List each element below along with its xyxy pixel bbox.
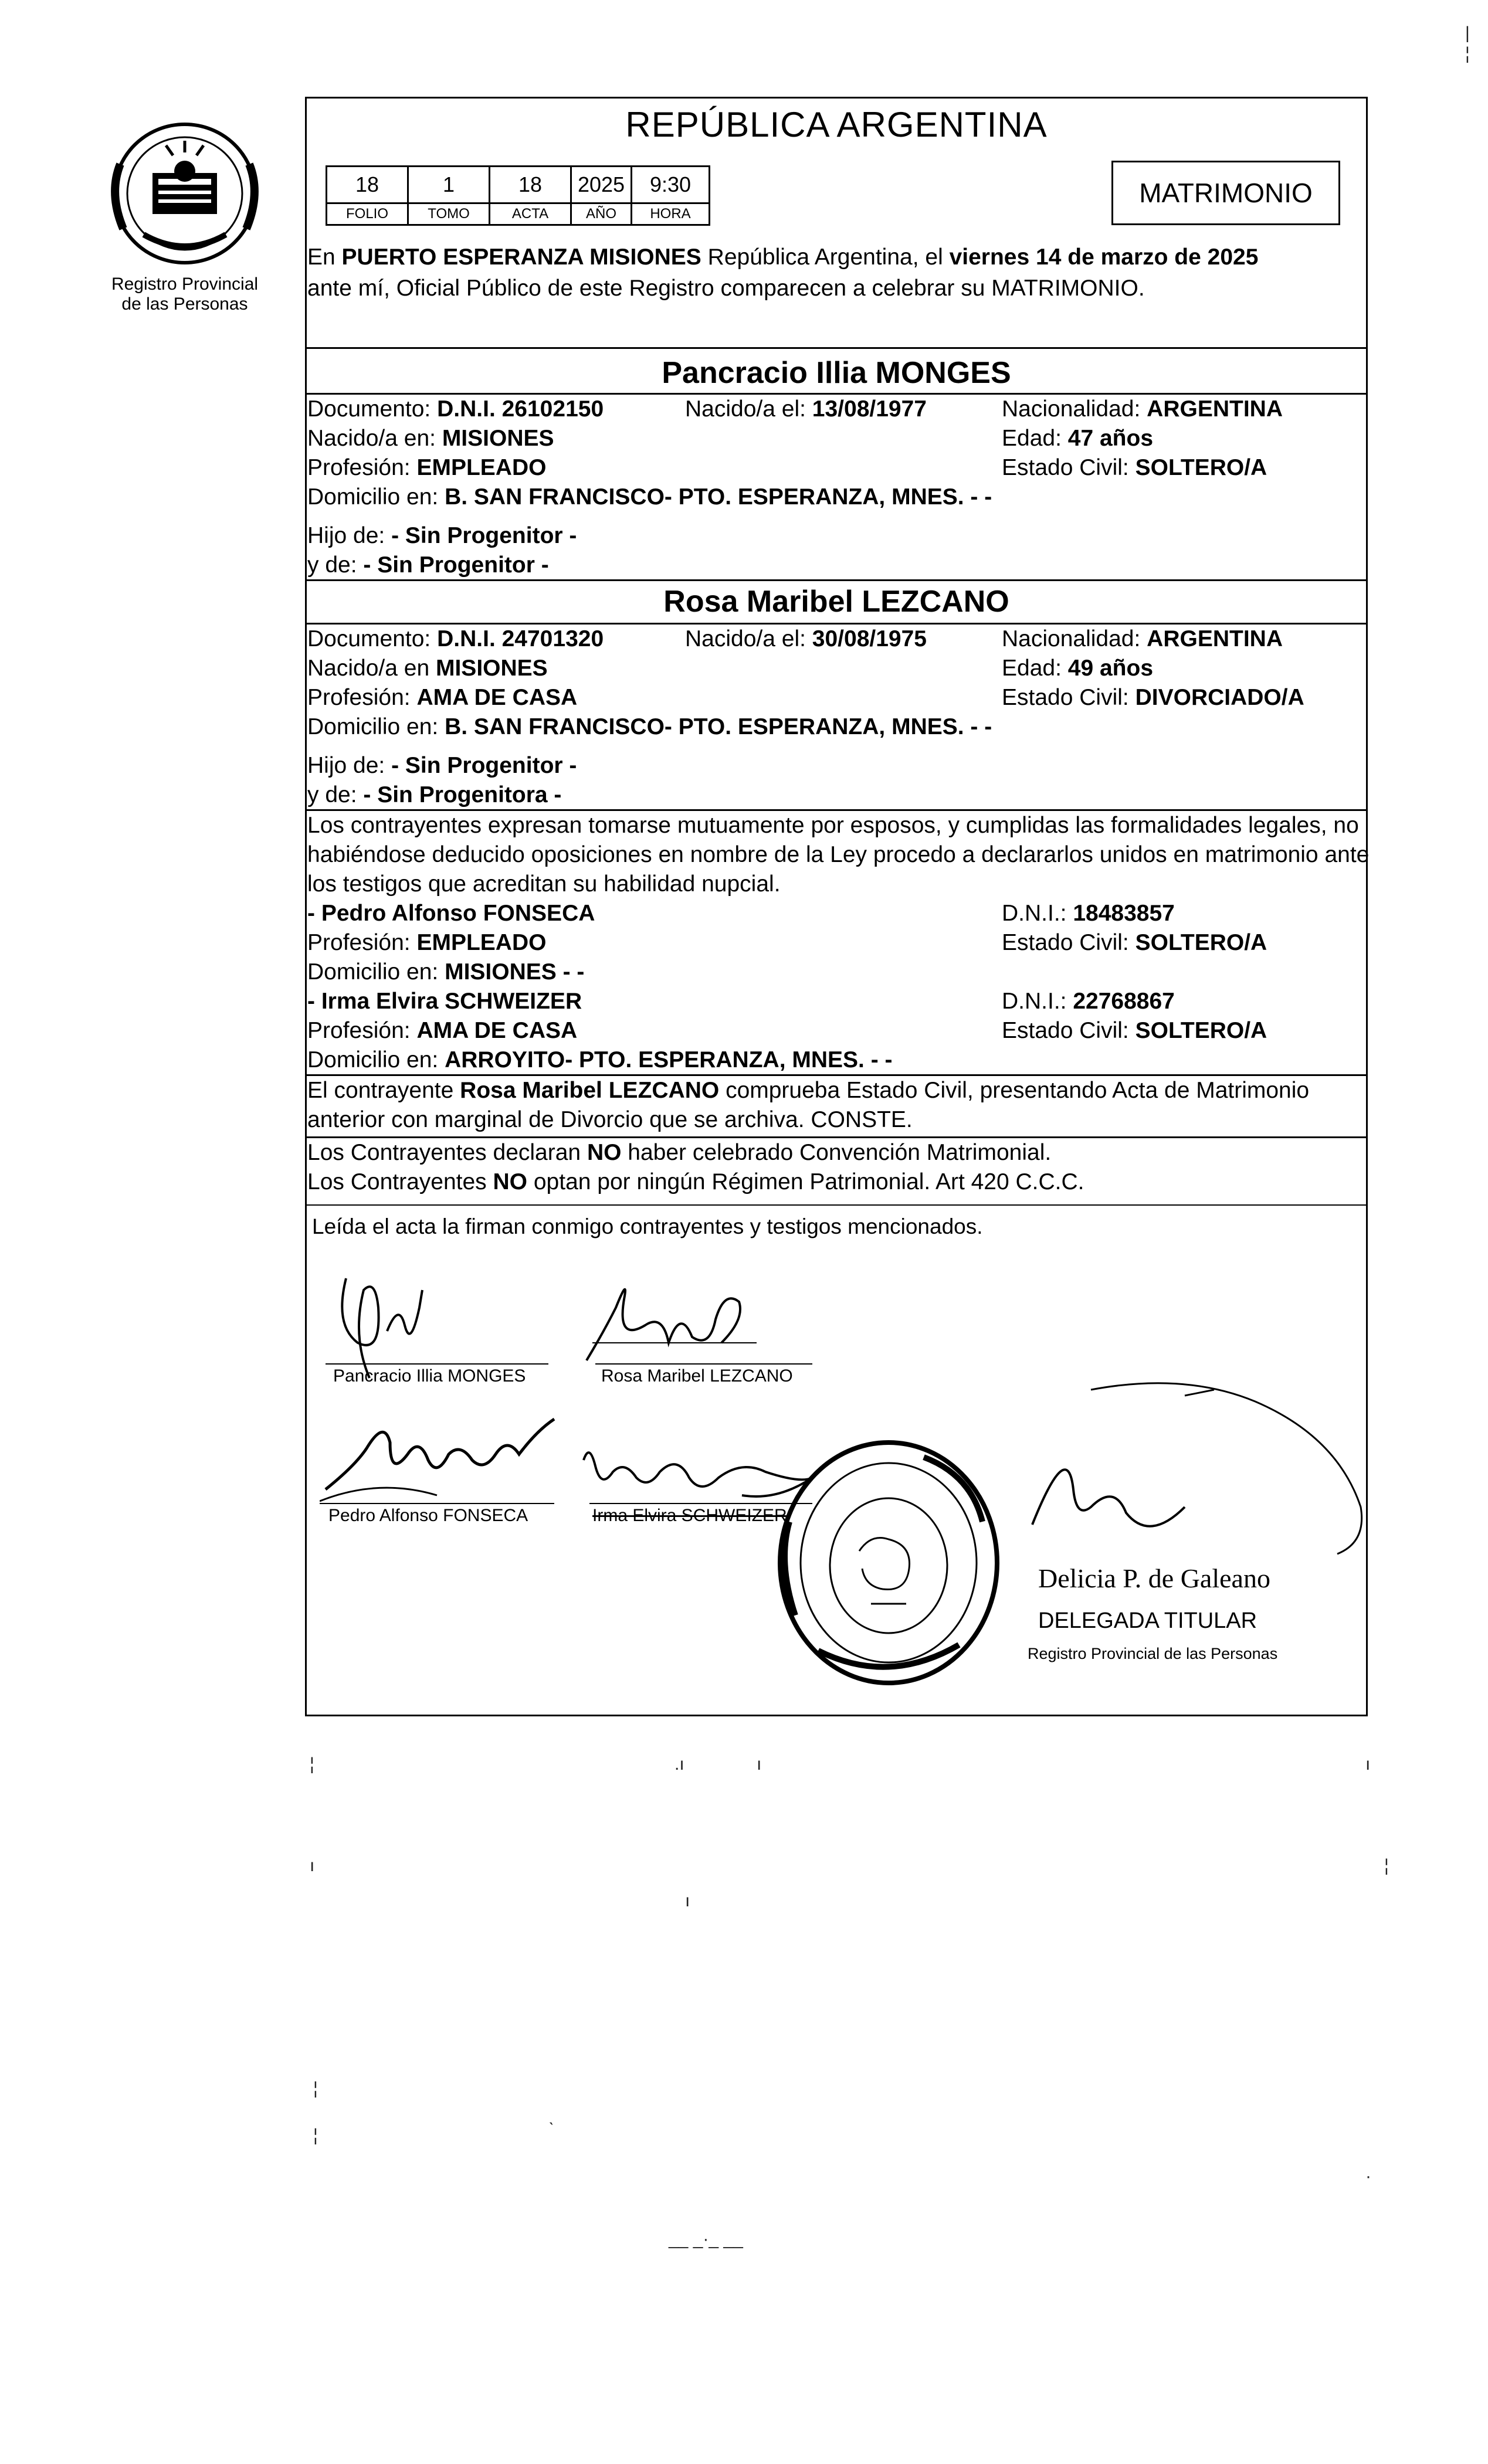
spouse1-domicilio: Domicilio en: B. SAN FRANCISCO- PTO. ESPERANZA, MNES. - - [307,484,992,510]
spouse1-edad: Edad: 47 años [1002,426,1154,451]
official-stamp [771,1434,1006,1695]
province-seal-logo [97,117,273,270]
anio-label: AÑO [571,203,632,225]
official-office: Registro Provincial de las Personas [1028,1645,1278,1662]
spouse2-nacionalidad: Nacionalidad: ARGENTINA [1002,626,1283,651]
tomo-value: 1 [408,167,490,203]
scan-mark: __ _·_ __ [669,2229,743,2249]
folio-label: FOLIO [327,203,408,225]
scan-mark: ı [757,1754,762,1774]
intro-line-2: ante mí, Oficial Público de este Registro comparecen a celebrar su MATRIMONIO. [307,276,1145,301]
scan-mark: · [1365,2167,1371,2186]
official-signature [1009,1366,1372,1563]
declaration-line-1: Los contrayentes expresan tomarse mutuamente por esposos, y cumplidas las formalidades legales, no [307,813,1359,838]
declaration-line-3: los testigos que acreditan su habilidad nupcial. [307,871,781,897]
signature-label-monges: Pancracio Illia MONGES [333,1366,526,1386]
note-line-2: anterior con marginal de Divorcio que se archiva. CONSTE. [307,1107,913,1132]
spouse2-hijo-de: Hijo de: - Sin Progenitor - [307,753,577,778]
signature-label-fonseca: Pedro Alfonso FONSECA [328,1506,528,1525]
scan-mark: ¦ [313,2079,318,2098]
spouse2-nacido-en: Nacido/a en MISIONES [307,656,548,681]
official-title: DELEGADA TITULAR [1038,1608,1257,1633]
spouse1-hijo-de: Hijo de: - Sin Progenitor - [307,523,577,548]
declaration-line-2: habiéndose deducido oposiciones en nombre de la Ley procedo a declararlos unidos en matrimonio ante [307,842,1370,867]
scan-mark: ı [310,1856,315,1875]
hora-label: HORA [632,203,710,225]
witness2-domicilio: Domicilio en: ARROYITO- PTO. ESPERANZA, MNES. - - [307,1047,893,1073]
acta-label: ACTA [490,203,571,225]
spouse2-y-de: y de: - Sin Progenitora - [307,782,562,807]
spouse1-estado-civil: Estado Civil: SOLTERO/A [1002,455,1267,480]
witness2-profesion: Profesión: AMA DE CASA [307,1018,578,1043]
folio-value: 18 [327,167,408,203]
note-line-1: El contrayente Rosa Maribel LEZCANO comprueba Estado Civil, presentando Acta de Matrimonio [307,1078,1310,1103]
closing-text: Leída el acta la firman conmigo contrayentes y testigos mencionados. [312,1214,983,1238]
spouse1-y-de: y de: - Sin Progenitor - [307,552,549,578]
record-type-box: MATRIMONIO [1111,161,1340,225]
intro-line-1: En PUERTO ESPERANZA MISIONES República Argentina, el viernes 14 de marzo de 2025 [307,245,1259,270]
registry-table [326,165,710,226]
witness1-estado-civil: Estado Civil: SOLTERO/A [1002,930,1267,955]
intro-date: viernes 14 de marzo de 2025 [949,245,1259,270]
witness1-profesion: Profesión: EMPLEADO [307,930,547,955]
scan-mark: ¦ [310,1754,314,1774]
scan-mark: ı [685,1891,690,1910]
anio-value: 2025 [571,167,632,203]
spouse2-profesion: Profesión: AMA DE CASA [307,685,578,710]
spouse2-documento: Documento: D.N.I. 24701320 [307,626,604,651]
scan-mark: ¦ [1465,44,1470,63]
scan-mark: | [1465,23,1470,43]
spouse1-nacido-el: Nacido/a el: 13/08/1977 [685,396,927,422]
witness2-estado-civil: Estado Civil: SOLTERO/A [1002,1018,1267,1043]
registry-caption [94,274,276,314]
spouse2-domicilio: Domicilio en: B. SAN FRANCISCO- PTO. ESPERANZA, MNES. - - [307,714,992,739]
spouse2-edad: Edad: 49 años [1002,656,1154,681]
spouse1-name: Pancracio Illia MONGES [662,356,1011,390]
acta-value: 18 [490,167,571,203]
spouse1-nacido-en: Nacido/a en: MISIONES [307,426,554,451]
witness1-dni: D.N.I.: 18483857 [1002,901,1175,926]
spouse2-nacido-el: Nacido/a el: 30/08/1975 [685,626,927,651]
caption-line-2: de las Personas [121,294,248,314]
spouse2-estado-civil: Estado Civil: DIVORCIADO/A [1002,685,1304,710]
note-person: Rosa Maribel LEZCANO [460,1078,720,1103]
spouse1-documento: Documento: D.N.I. 26102150 [307,396,604,422]
caption-line-1: Registro Provincial [111,274,259,294]
intro-place: PUERTO ESPERANZA MISIONES [341,245,701,270]
witness1-domicilio: Domicilio en: MISIONES - - [307,959,585,985]
signature-fonseca [320,1407,578,1510]
signature-label-lezcano: Rosa Maribel LEZCANO [601,1366,793,1386]
scan-mark: ı [1365,1754,1371,1774]
signature-lezcano [581,1261,768,1375]
hora-value: 9:30 [632,167,710,203]
spouse1-profesion: Profesión: EMPLEADO [307,455,547,480]
scan-mark: ¦ [313,2126,318,2145]
scan-mark: ¦ [1384,1856,1389,1875]
spouse1-nacionalidad: Nacionalidad: ARGENTINA [1002,396,1283,422]
tomo-label: TOMO [408,203,490,225]
spouse2-name: Rosa Maribel LEZCANO [663,585,1009,619]
convention-line-2: Los Contrayentes NO optan por ningún Régimen Patrimonial. Art 420 C.C.C. [307,1169,1084,1194]
witness2-name: - Irma Elvira SCHWEIZER [307,989,582,1014]
scan-mark: ˋ [548,2120,554,2139]
signature-label-schweizer: Irma Elvira SCHWEIZER [592,1506,787,1525]
convention-line-1: Los Contrayentes declaran NO haber celebrado Convención Matrimonial. [307,1140,1052,1165]
witness2-dni: D.N.I.: 22768867 [1002,989,1175,1014]
official-name: Delicia P. de Galeano [1038,1563,1270,1593]
scan-mark: .ı [674,1754,684,1774]
page-title: REPÚBLICA ARGENTINA [625,105,1048,144]
witness1-name: - Pedro Alfonso FONSECA [307,901,595,926]
